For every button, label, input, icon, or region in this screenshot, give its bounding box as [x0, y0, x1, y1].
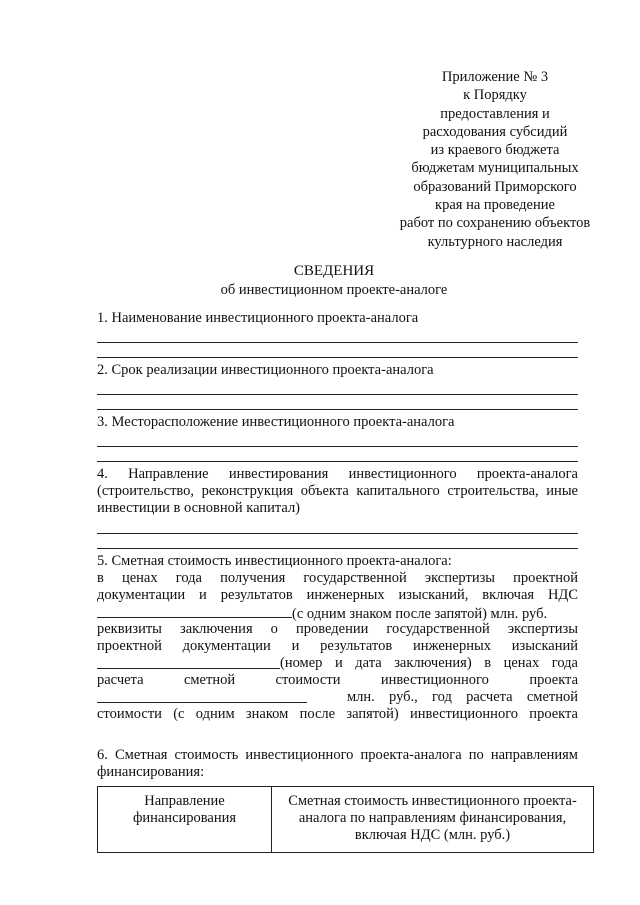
- section-5-blank-row: [97, 655, 578, 672]
- section-4-line: инвестиции в основной капитал): [97, 500, 301, 516]
- section-2-heading: 2. Срок реализации инвестиционного проекта-аналога: [97, 362, 434, 378]
- appendix-line: культурного наследия: [427, 233, 563, 250]
- appendix-line: образований Приморского: [413, 178, 577, 195]
- fill-line: [97, 357, 578, 358]
- appendix-line: предоставления и: [440, 105, 550, 122]
- section-5-line: стоимости (с одним знаком после запятой) инвестиционного проекта: [97, 706, 578, 722]
- section-5-line: проектной документации и результатов инженерных изысканий: [97, 638, 578, 654]
- fill-line: [97, 394, 578, 395]
- appendix-line: края на проведение: [435, 197, 555, 214]
- table-header-cell: Сметная стоимость инвестиционного проекта-аналога по направлениям финансирования, включая НДС (млн. руб.): [272, 787, 594, 853]
- value-blank: [97, 689, 307, 703]
- section-3-heading: 3. Месторасположение инвестиционного проекта-аналога: [97, 414, 455, 430]
- document-title: СВЕДЕНИЯ: [293, 263, 375, 279]
- fill-line: [97, 446, 578, 447]
- section-5-line: в ценах года получения государственной экспертизы проектной: [97, 570, 578, 586]
- table-header-cell: Направление финансирования: [98, 787, 272, 853]
- section-4-line: 4. Направление инвестирования инвестиционного проекта-аналога: [97, 466, 578, 482]
- appendix-line: бюджетам муниципальных: [411, 160, 579, 177]
- section-5-line: реквизиты заключения о проведении государственной экспертизы: [97, 621, 578, 637]
- financing-table: [97, 786, 594, 853]
- fill-line: [97, 342, 578, 343]
- section-5-line: (номер и дата заключения) в ценах года: [280, 655, 578, 671]
- section-5-line: расчета сметной стоимости инвестиционного проекта: [97, 672, 578, 688]
- fill-line: [97, 409, 578, 410]
- fill-line: [97, 533, 578, 534]
- appendix-header: [390, 68, 600, 251]
- section-5-blank-row: [97, 689, 578, 706]
- section-1-heading: 1. Наименование инвестиционного проекта-аналога: [97, 310, 419, 326]
- fill-line: [97, 548, 578, 549]
- table-header-row: [98, 787, 594, 853]
- section-5-line: млн. руб., год расчета сметной: [347, 689, 578, 705]
- value-blank: [97, 604, 292, 618]
- document-subtitle: об инвестиционном проекте-аналоге: [220, 282, 448, 298]
- appendix-line: к Порядку: [463, 87, 527, 104]
- section-5-title: 5. Сметная стоимость инвестиционного проекта-аналога:: [97, 553, 452, 569]
- section-4-block: [97, 466, 578, 517]
- section-5-blank-row: [97, 604, 578, 621]
- section-5-line: (с одним знаком после запятой) млн. руб.: [292, 606, 548, 622]
- section-4-line: (строительство, реконструкция объекта капитального строительства, иные: [97, 483, 578, 499]
- section-6-line: 6. Сметная стоимость инвестиционного проекта-аналога по направлениям: [97, 747, 578, 763]
- section-5-block: [97, 553, 578, 723]
- appendix-line: расходования субсидий: [422, 123, 568, 140]
- appendix-line: из краевого бюджета: [430, 142, 560, 159]
- section-6-block: [97, 747, 578, 781]
- appendix-line: работ по сохранению объектов: [399, 215, 591, 232]
- section-6-line: финансирования:: [97, 764, 205, 780]
- appendix-line: Приложение № 3: [441, 69, 549, 85]
- value-blank: [97, 655, 280, 669]
- fill-line: [97, 461, 578, 462]
- section-5-line: документации и результатов инженерных изысканий, включая НДС: [97, 587, 578, 603]
